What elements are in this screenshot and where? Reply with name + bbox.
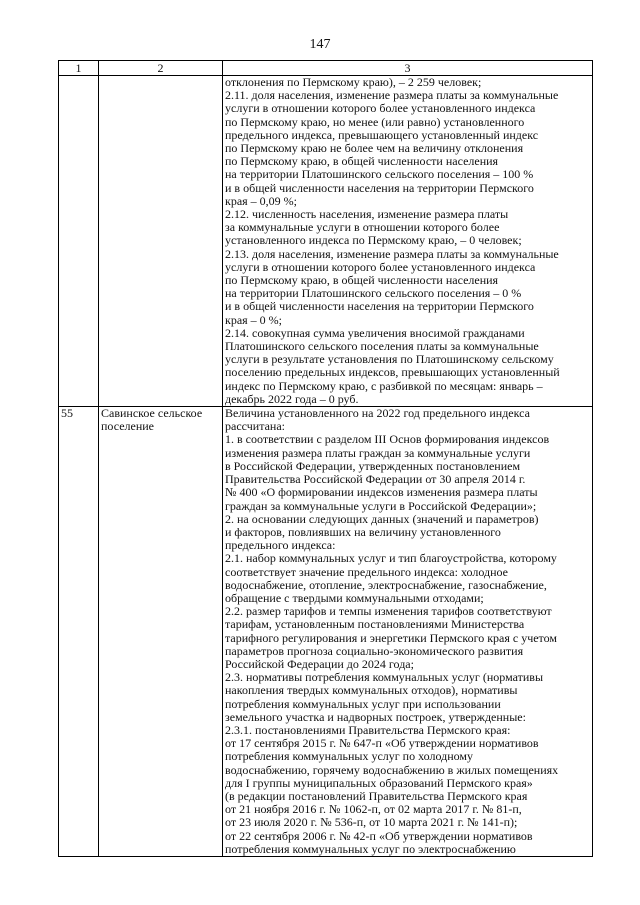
text-line: по Пермскому краю не более чем на величину отклонения: [225, 141, 524, 156]
document-table: [58, 60, 593, 857]
text-line: по Пермскому краю, в общей численности населения: [225, 273, 499, 288]
text-line: и в общей численности населения на территории Пермского: [225, 299, 534, 314]
text-line: установленного индекса по Пермскому краю, – 0 человек;: [225, 233, 522, 248]
header-col-1: 1: [59, 61, 99, 76]
header-col-2: 2: [99, 61, 223, 76]
text-line: соответствует значение предельного индекса: холодное: [225, 564, 508, 579]
text-line: № 400 «О формировании индексов изменения размера платы: [225, 485, 538, 500]
text-line: параметров прогноза социально-экономического развития: [225, 643, 524, 658]
text-line: (в редакции постановлений Правительства Пермского края: [225, 788, 528, 803]
text-line: обращение с твердыми коммунальными отходами;: [225, 590, 484, 605]
text-line: поселению предельных индексов, превышающих установленный: [225, 365, 560, 380]
text-line: предельного индекса, превышающего установленный индекс: [225, 127, 539, 142]
text-line: изменения размера платы граждан за коммунальные услуги: [225, 445, 531, 460]
text-line: Правительства Российской Федерации от 30 апреля 2014 г.: [225, 472, 526, 487]
table-header-row: [59, 61, 593, 76]
header-col-3: 3: [223, 61, 593, 76]
text-line: предельного индекса:: [225, 538, 336, 553]
name-line: поселение: [101, 419, 155, 434]
name-line: Савинское сельское: [101, 406, 203, 421]
text-line: 2.3.1. постановлениями Правительства Пермского края:: [225, 722, 511, 737]
text-line: 2.12. численность населения, изменение размера платы: [225, 207, 509, 222]
text-line: от 21 ноября 2016 г. № 1062-п, от 02 марта 2017 г. № 81-п,: [225, 802, 522, 817]
text-line: 2.11. доля населения, изменение размера платы за коммунальные: [225, 88, 559, 103]
text-line: и в общей численности населения на территории Пермского: [225, 180, 534, 195]
text-line: потребления коммунальных услуг по электроснабжению: [225, 841, 516, 856]
table-row: [59, 407, 593, 857]
text-line: края – 0 %;: [225, 312, 283, 327]
row-number: 55: [59, 407, 99, 857]
text-line: отклонения по Пермскому краю), – 2 259 человек;: [225, 75, 482, 89]
municipality-name: [99, 76, 223, 407]
text-line: и факторов, повлиявших на величину установленного: [225, 524, 501, 539]
row-description: [223, 407, 593, 857]
text-line: 2.2. размер тарифов и темпы изменения тарифов соответствуют: [225, 604, 552, 619]
text-line: услуги в отношении которого более установленного индекса: [225, 259, 536, 274]
text-line: рассчитана:: [225, 419, 285, 434]
text-line: в Российской Федерации, утвержденных постановлением: [225, 458, 521, 473]
text-line: для I группы муниципальных образований Пермского края»: [225, 775, 533, 790]
text-line: накопления твердых коммунальных отходов), нормативы: [225, 683, 518, 698]
text-line: 2. на основании следующих данных (значений и параметров): [225, 511, 539, 526]
text-line: декабрь 2022 года – 0 руб.: [225, 391, 359, 406]
text-line: потребления коммунальных услуг по холодному: [225, 749, 474, 764]
text-line: услуги в результате установления по Платошинскому сельскому: [225, 352, 554, 367]
text-line: 2.14. совокупная сумма увеличения вносимой гражданами: [225, 325, 525, 340]
text-line: 2.1. набор коммунальных услуг и тип благоустройства, которому: [225, 551, 557, 566]
text-line: индекс по Пермскому краю, с разбивкой по месяцам: январь –: [225, 378, 543, 393]
text-line: от 17 сентября 2015 г. № 647-п «Об утверждении нормативов: [225, 736, 539, 751]
text-line: услуги в отношении которого более установленного индекса: [225, 101, 536, 116]
text-line: 2.13. доля населения, изменение размера платы за коммунальные: [225, 246, 559, 261]
text-line: тарифного регулирования и энергетики Пермского края с учетом: [225, 630, 558, 645]
page-number: 147: [309, 37, 331, 52]
text-line: от 23 июля 2020 г. № 536-п, от 10 марта 2021 г. № 141-п);: [225, 815, 518, 830]
text-line: на территории Платошинского сельского поселения – 100 %: [225, 167, 534, 182]
text-line: 1. в соответствии с разделом III Основ формирования индексов: [225, 432, 550, 447]
text-line: тарифам, установленным постановлениями Министерства: [225, 617, 525, 632]
text-line: Величина установленного на 2022 год предельного индекса: [225, 406, 530, 421]
municipality-name: [99, 407, 223, 857]
text-line: края – 0,09 %;: [225, 193, 298, 208]
text-line: за коммунальные услуги в отношении которого более: [225, 220, 500, 235]
text-line: 2.3. нормативы потребления коммунальных услуг (нормативы: [225, 670, 543, 685]
table-row: [59, 76, 593, 407]
text-line: на территории Платошинского сельского поселения – 0 %: [225, 286, 522, 301]
row-description: [223, 76, 593, 407]
text-line: земельного участка и надворных построек, утвержденные:: [225, 709, 526, 724]
text-line: потребления коммунальных услуг при использовании: [225, 696, 501, 711]
text-line: граждан за коммунальные услуги в Российской Федерации»;: [225, 498, 537, 513]
text-line: от 22 сентября 2006 г. № 42-п «Об утверждении нормативов: [225, 828, 533, 843]
text-line: Платошинского сельского поселения платы за коммунальные: [225, 339, 539, 354]
text-line: по Пермскому краю, в общей численности населения: [225, 154, 499, 169]
text-line: Российской Федерации до 2024 года;: [225, 656, 414, 671]
text-line: водоснабжение, отопление, электроснабжение, газоснабжение,: [225, 577, 547, 592]
row-number: [59, 76, 99, 407]
text-line: по Пермскому краю, но менее (или равно) установленного: [225, 114, 525, 129]
text-line: водоснабжению, горячему водоснабжению в жилых помещениях: [225, 762, 559, 777]
